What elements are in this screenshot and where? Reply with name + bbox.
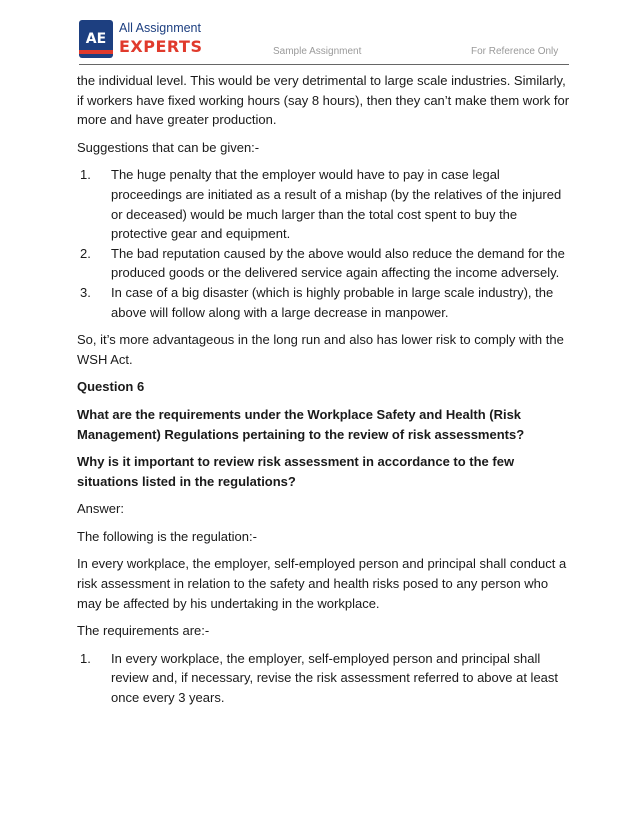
paragraph: In every workplace, the employer, self-employed person and principal shall conduct a risk assessment in relation to the safety and health risks posed to any person who may be affected by his undertaking in the workplace. — [77, 556, 567, 611]
paragraph: Suggestions that can be given:- — [77, 139, 260, 155]
list-item — [77, 649, 572, 708]
logo-text-line1: All Assignment — [119, 21, 201, 35]
header-sample-note: Sample Assignment — [273, 46, 362, 57]
paragraph: The requirements are:- — [77, 623, 210, 639]
company-logo — [79, 20, 203, 60]
paragraph: The following is the regulation:- — [77, 528, 257, 544]
list-item-text: In case of a big disaster (which is highly probable in large scale industry), the above will follow along with a large decrease in manpower. — [111, 284, 554, 320]
paragraph: So, it’s more advantageous in the long run and also has lower risk to comply with the WSH Act. — [77, 332, 564, 367]
list-item-text: In every workplace, the employer, self-employed person and principal shall review and, if necessary, revise the risk assessment referred to above at least once every 3 years. — [111, 650, 559, 706]
list-item — [77, 283, 572, 322]
question-heading: Question 6 — [77, 379, 145, 395]
list-number: 1. — [80, 650, 91, 666]
list-item — [77, 165, 572, 243]
logo-mark — [79, 20, 113, 58]
list-item — [77, 244, 572, 283]
paragraph: the individual level. This would be very detrimental to large scale industries. Similarly, if workers have fixed working hours (say 8 hours), then they can’t make them work for more and have greater production. — [77, 73, 570, 128]
document-body — [77, 71, 572, 716]
logo-mark-text: AE — [85, 31, 107, 47]
answer-label: Answer: — [77, 501, 124, 517]
logo-text-line2: EXPERTS — [119, 37, 203, 56]
list-number: 1. — [80, 167, 91, 183]
question-text: What are the requirements under the Workplace Safety and Health (Risk Management) Regulations pertaining to the review of risk assessments? — [77, 406, 525, 442]
list-number: 2. — [80, 245, 91, 261]
suggestions-list — [77, 165, 572, 322]
question-text: Why is it important to review risk assessment in accordance to the few situations listed in the regulations? — [77, 454, 515, 489]
header-divider — [79, 64, 569, 65]
requirements-list — [77, 649, 572, 708]
logo-stripe — [79, 50, 113, 54]
header-reference-note: For Reference Only — [471, 46, 559, 57]
list-item-text: The huge penalty that the employer would have to pay in case legal proceedings are initiated as a result of a mishap (by the relatives of the injured or deceased) would be much larger than the total cost spent to buy the protective gear and equipment. — [111, 167, 562, 242]
list-item-text: The bad reputation caused by the above would also reduce the demand for the produced goods or the delivered service again affecting the income adversely. — [111, 245, 565, 281]
list-number: 3. — [80, 284, 91, 300]
page-header — [0, 0, 638, 70]
